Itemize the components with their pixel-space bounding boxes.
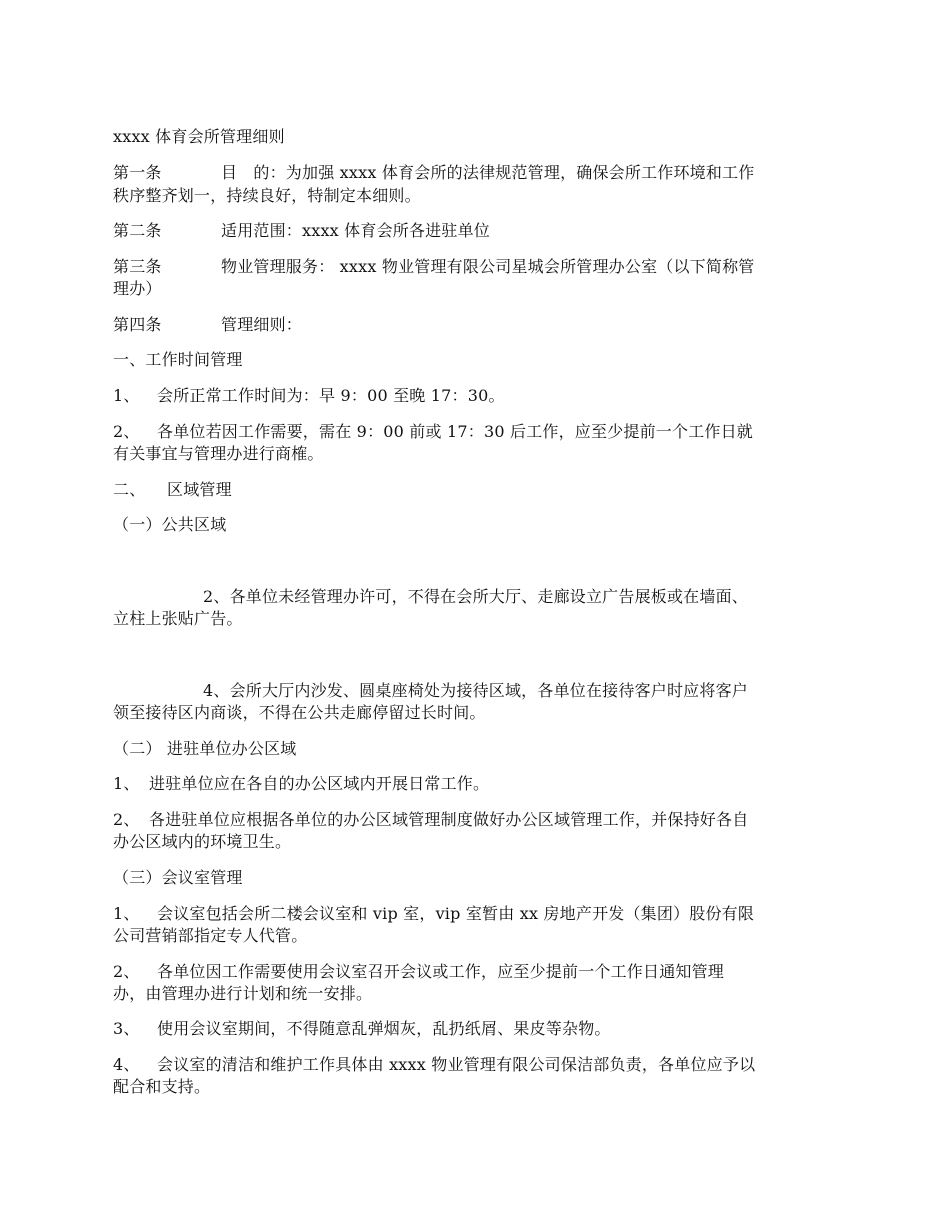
- article-4-label: 第四条: [113, 315, 162, 334]
- meeting-item-2-continued: 办，由管理办进行计划和统一安排。: [113, 984, 373, 1003]
- meeting-item-4-text: 会议室的清洁和维护工作具体由 xxxx 物业管理有限公司保洁部负责，各单位应予以: [157, 1055, 756, 1074]
- article-3-continued: 理办）: [113, 279, 162, 298]
- meeting-item-2-text: 各单位因工作需要使用会议室召开会议或工作，应至少提前一个工作日通知管理: [157, 962, 725, 981]
- public-item-4-text: 4、会所大厅内沙发、圆桌座椅处为接待区域，各单位在接待客户时应将客户: [203, 681, 748, 700]
- article-1-label: 第一条: [113, 163, 162, 182]
- section-2-num: 二、: [113, 480, 146, 499]
- meeting-item-1-text: 会议室包括会所二楼会议室和 vip 室，vip 室暂由 xx 房地产开发（集团）股份有限: [157, 904, 755, 923]
- office-item-1-text: 进驻单位应在各自的办公区域内开展日常工作。: [149, 774, 490, 793]
- article-4-text: 管理细则：: [221, 315, 303, 334]
- sec1-item-1: [113, 385, 505, 407]
- public-item-2: [113, 586, 748, 608]
- office-item-1-num: 1、: [113, 774, 140, 793]
- public-item-2-continued: 立柱上张贴广告。: [113, 609, 243, 628]
- sec1-item-2-continued: 有关事宜与管理办进行商榷。: [113, 444, 324, 463]
- meeting-item-4: [113, 1054, 755, 1076]
- article-2: [113, 220, 490, 242]
- public-item-4-continued: 领至接待区内商谈，不得在公共走廊停留过长时间。: [113, 703, 486, 722]
- article-4: [113, 314, 302, 336]
- article-3: [113, 256, 754, 278]
- meeting-item-4-num: 4、: [113, 1055, 140, 1074]
- section-2-text: 区域管理: [167, 480, 232, 499]
- meeting-item-2-num: 2、: [113, 962, 140, 981]
- sec1-item-1-text: 会所正常工作时间为：早 9：00 至晚 17：30。: [157, 386, 505, 405]
- article-2-label: 第二条: [113, 221, 162, 240]
- meeting-item-4-continued: 配合和支持。: [113, 1077, 211, 1096]
- meeting-item-1-continued: 公司营销部指定专人代管。: [113, 926, 308, 945]
- meeting-item-2: [113, 961, 724, 983]
- sec1-item-1-num: 1、: [113, 386, 140, 405]
- sec1-item-2-text: 各单位若因工作需要，需在 9：00 前或 17：30 后工作，应至少提前一个工作日就: [157, 422, 754, 441]
- meeting-item-1-num: 1、: [113, 904, 140, 923]
- meeting-item-3: [113, 1018, 611, 1040]
- article-2-text: 适用范围：xxxx 体育会所各进驻单位: [221, 221, 490, 240]
- public-item-4: [113, 680, 748, 702]
- office-item-2: [113, 809, 748, 831]
- article-1: [113, 162, 754, 184]
- article-3-label: 第三条: [113, 257, 162, 276]
- document-title: xxxx 体育会所管理细则: [113, 127, 285, 146]
- sec1-item-2: [113, 421, 753, 443]
- sec1-item-2-num: 2、: [113, 422, 140, 441]
- office-item-1: [113, 773, 489, 795]
- subsection-office-heading: （二） 进驻单位办公区域: [113, 739, 297, 758]
- article-1-continued: 秩序整齐划一，持续良好，特制定本细则。: [113, 186, 421, 205]
- subsection-public-heading: （一）公共区域: [113, 515, 227, 534]
- office-item-2-continued: 办公区域内的环境卫生。: [113, 832, 292, 851]
- section-2-heading: [113, 479, 232, 501]
- subsection-meeting-heading: （三）会议室管理: [113, 868, 243, 887]
- meeting-item-1: [113, 903, 754, 925]
- section-1-heading: 一、工作时间管理: [113, 350, 243, 369]
- meeting-item-3-num: 3、: [113, 1019, 140, 1038]
- office-item-2-text: 各进驻单位应根据各单位的办公区域管理制度做好办公区域管理工作，并保持好各自: [149, 810, 749, 829]
- public-item-2-text: 2、各单位未经管理办许可，不得在会所大厅、走廊设立广告展板或在墙面、: [203, 587, 748, 606]
- article-1-text: 目 的：为加强 xxxx 体育会所的法律规范管理，确保会所工作环境和工作: [221, 163, 755, 182]
- office-item-2-num: 2、: [113, 810, 140, 829]
- article-3-text: 物业管理服务： xxxx 物业管理有限公司星城会所管理办公室（以下简称管: [221, 257, 755, 276]
- meeting-item-3-text: 使用会议室期间，不得随意乱弹烟灰，乱扔纸屑、果皮等杂物。: [157, 1019, 611, 1038]
